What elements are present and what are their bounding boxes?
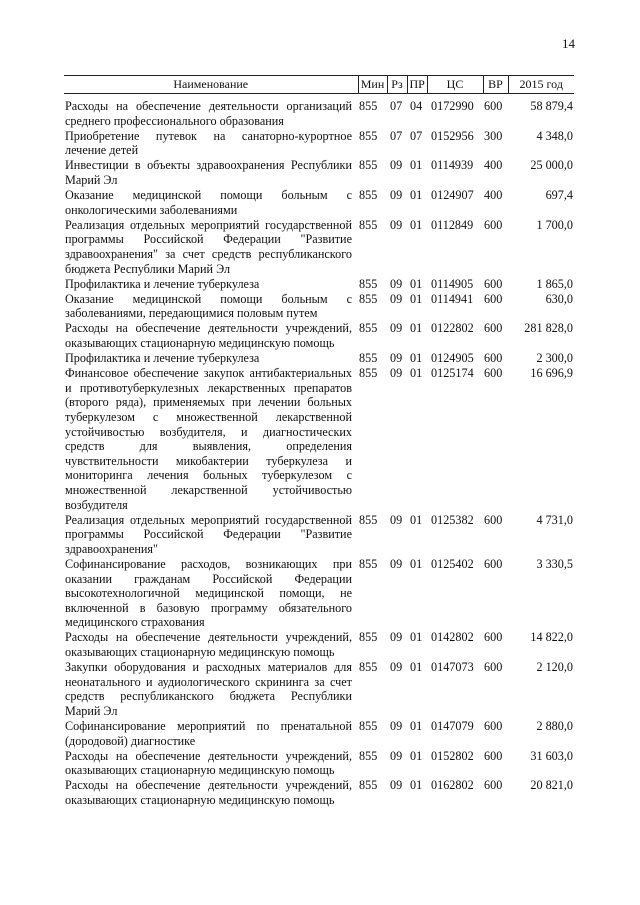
cell-vr: 600 bbox=[484, 778, 503, 793]
cell-rz: 09 bbox=[390, 630, 403, 645]
cell-pr: 01 bbox=[410, 512, 423, 527]
table-row bbox=[64, 718, 574, 748]
cell-rz: 09 bbox=[390, 660, 403, 675]
cell-vr: 600 bbox=[484, 718, 503, 733]
cell-min: 855 bbox=[359, 630, 378, 645]
cell-pr: 01 bbox=[410, 748, 423, 763]
table-row bbox=[64, 188, 574, 218]
cell-sum: 630,0 bbox=[545, 291, 573, 306]
cell-sum: 4 348,0 bbox=[536, 128, 573, 143]
cell-cs: 0162802 bbox=[431, 778, 474, 793]
cell-vr: 600 bbox=[484, 291, 503, 306]
cell-min: 855 bbox=[359, 718, 378, 733]
cell-pr: 01 bbox=[410, 158, 423, 173]
table-row bbox=[64, 276, 574, 291]
cell-vr: 600 bbox=[484, 366, 503, 381]
cell-min: 855 bbox=[359, 321, 378, 336]
cell-rz: 07 bbox=[390, 128, 403, 143]
table-row bbox=[64, 556, 574, 629]
cell-cs: 0114939 bbox=[431, 158, 474, 173]
cell-min: 855 bbox=[359, 99, 378, 113]
cell-rz: 09 bbox=[390, 366, 403, 381]
header-rz: Рз bbox=[387, 76, 407, 94]
cell-name: Профилактика и лечение туберкулеза bbox=[65, 351, 260, 366]
header-vr: ВР bbox=[483, 76, 508, 94]
cell-rz: 09 bbox=[390, 291, 403, 306]
cell-name: Закупки оборудования и расходных материалов для неонатального и аудиологического скрининга за счет средств республиканского бюджета Республики Марий Эл bbox=[65, 660, 352, 718]
cell-sum: 14 822,0 bbox=[530, 630, 573, 645]
page-number: 14 bbox=[562, 36, 575, 51]
cell-min: 855 bbox=[359, 512, 378, 527]
cell-vr: 600 bbox=[484, 276, 503, 291]
cell-pr: 01 bbox=[410, 366, 423, 381]
cell-min: 855 bbox=[359, 556, 378, 571]
cell-name: Реализация отдельных мероприятий государственной программы Российской Федерации "Развитие здравоохранения" bbox=[65, 512, 352, 556]
cell-pr: 01 bbox=[410, 778, 423, 793]
table-row bbox=[64, 321, 574, 351]
cell-vr: 400 bbox=[484, 188, 503, 203]
table-row bbox=[64, 128, 574, 158]
cell-vr: 400 bbox=[484, 158, 503, 173]
cell-min: 855 bbox=[359, 778, 378, 793]
cell-sum: 3 330,5 bbox=[536, 556, 573, 571]
cell-cs: 0125174 bbox=[431, 366, 474, 381]
cell-rz: 09 bbox=[390, 512, 403, 527]
cell-min: 855 bbox=[359, 217, 378, 232]
cell-min: 855 bbox=[359, 291, 378, 306]
cell-cs: 0147079 bbox=[431, 718, 474, 733]
cell-cs: 0142802 bbox=[431, 630, 474, 645]
table-row bbox=[64, 778, 574, 808]
cell-vr: 600 bbox=[484, 99, 503, 113]
cell-sum: 2 120,0 bbox=[536, 660, 573, 675]
cell-rz: 09 bbox=[390, 748, 403, 763]
table-row bbox=[64, 351, 574, 366]
cell-rz: 09 bbox=[390, 321, 403, 336]
cell-sum: 25 000,0 bbox=[530, 158, 573, 173]
cell-name: Расходы на обеспечение деятельности учреждений, оказывающих стационарную медицинскую помощь bbox=[65, 748, 352, 778]
cell-rz: 09 bbox=[390, 188, 403, 203]
cell-min: 855 bbox=[359, 366, 378, 381]
cell-min: 855 bbox=[359, 158, 378, 173]
cell-cs: 0125382 bbox=[431, 512, 474, 527]
table-row bbox=[64, 158, 574, 188]
table-row bbox=[64, 94, 574, 129]
cell-rz: 09 bbox=[390, 217, 403, 232]
budget-table bbox=[64, 75, 574, 808]
cell-name: Профилактика и лечение туберкулеза bbox=[65, 276, 260, 291]
cell-sum: 697,4 bbox=[545, 188, 573, 203]
cell-cs: 0152956 bbox=[431, 128, 474, 143]
cell-pr: 01 bbox=[410, 291, 423, 306]
cell-pr: 01 bbox=[410, 630, 423, 645]
cell-pr: 04 bbox=[410, 99, 423, 113]
cell-vr: 600 bbox=[484, 748, 503, 763]
cell-pr: 01 bbox=[410, 718, 423, 733]
cell-name: Реализация отдельных мероприятий государственной программы Российской Федерации "Развитие здравоохранения" за счет средств республиканского бюджета Республики Марий Эл bbox=[65, 217, 352, 276]
cell-name: Софинансирование расходов, возникающих при оказании гражданам Российской Федерации высокотехнологичной медицинской помощи, не включенной в базовую программу обязательного медицинского страхования bbox=[65, 556, 352, 630]
cell-rz: 09 bbox=[390, 351, 403, 366]
cell-pr: 01 bbox=[410, 188, 423, 203]
cell-cs: 0147073 bbox=[431, 660, 474, 675]
cell-pr: 01 bbox=[410, 217, 423, 232]
cell-rz: 09 bbox=[390, 276, 403, 291]
header-name: Наименование bbox=[64, 76, 358, 94]
header-cs: ЦС bbox=[427, 76, 483, 94]
table-row bbox=[64, 366, 574, 512]
cell-vr: 600 bbox=[484, 321, 503, 336]
cell-rz: 07 bbox=[390, 99, 403, 113]
cell-name: Расходы на обеспечение деятельности учреждений, оказывающих стационарную медицинскую помощь bbox=[65, 778, 352, 807]
cell-pr: 07 bbox=[410, 128, 423, 143]
header-pr: ПР bbox=[407, 76, 427, 94]
cell-name: Расходы на обеспечение деятельности учреждений, оказывающих стационарную медицинскую помощь bbox=[65, 321, 352, 350]
cell-rz: 09 bbox=[390, 158, 403, 173]
header-sum: 2015 год bbox=[508, 76, 574, 94]
cell-sum: 20 821,0 bbox=[530, 778, 573, 793]
cell-cs: 0114905 bbox=[431, 276, 474, 291]
cell-vr: 600 bbox=[484, 217, 503, 232]
cell-min: 855 bbox=[359, 276, 378, 291]
cell-vr: 600 bbox=[484, 351, 503, 366]
cell-name: Расходы на обеспечение деятельности учреждений, оказывающих стационарную медицинскую помощь bbox=[65, 630, 352, 659]
table-row bbox=[64, 748, 574, 778]
cell-rz: 09 bbox=[390, 718, 403, 733]
cell-sum: 1 700,0 bbox=[536, 217, 573, 232]
budget-table-container bbox=[64, 75, 574, 808]
cell-pr: 01 bbox=[410, 276, 423, 291]
cell-name: Инвестиции в объекты здравоохранения Республики Марий Эл bbox=[65, 158, 352, 187]
cell-sum: 2 880,0 bbox=[536, 718, 573, 733]
cell-pr: 01 bbox=[410, 660, 423, 675]
table-row bbox=[64, 630, 574, 660]
cell-cs: 0172990 bbox=[431, 99, 474, 113]
cell-min: 855 bbox=[359, 128, 378, 143]
cell-pr: 01 bbox=[410, 556, 423, 571]
cell-sum: 2 300,0 bbox=[536, 351, 573, 366]
cell-sum: 16 696,9 bbox=[530, 366, 573, 381]
table-row bbox=[64, 512, 574, 556]
cell-min: 855 bbox=[359, 351, 378, 366]
cell-rz: 09 bbox=[390, 556, 403, 571]
cell-min: 855 bbox=[359, 660, 378, 675]
cell-min: 855 bbox=[359, 748, 378, 763]
cell-pr: 01 bbox=[410, 351, 423, 366]
cell-cs: 0112849 bbox=[431, 217, 474, 232]
cell-cs: 0124905 bbox=[431, 351, 474, 366]
cell-cs: 0122802 bbox=[431, 321, 474, 336]
cell-pr: 01 bbox=[410, 321, 423, 336]
cell-cs: 0114941 bbox=[431, 291, 474, 306]
cell-cs: 0152802 bbox=[431, 748, 474, 763]
cell-sum: 1 865,0 bbox=[536, 276, 573, 291]
cell-cs: 0125402 bbox=[431, 556, 474, 571]
cell-vr: 300 bbox=[484, 128, 503, 143]
table-header bbox=[64, 76, 574, 94]
cell-name: Оказание медицинской помощи больным с онкологическими заболеваниями bbox=[65, 188, 352, 217]
table-body bbox=[64, 94, 574, 808]
header-row bbox=[64, 76, 574, 94]
cell-sum: 281 828,0 bbox=[524, 321, 573, 336]
cell-vr: 600 bbox=[484, 512, 503, 527]
cell-vr: 600 bbox=[484, 556, 503, 571]
cell-vr: 600 bbox=[484, 630, 503, 645]
cell-rz: 09 bbox=[390, 778, 403, 793]
cell-sum: 31 603,0 bbox=[530, 748, 573, 763]
cell-sum: 58 879,4 bbox=[530, 99, 573, 113]
cell-name: Расходы на обеспечение деятельности организаций среднего профессионального образования bbox=[65, 99, 352, 128]
cell-min: 855 bbox=[359, 188, 378, 203]
table-row bbox=[64, 291, 574, 321]
table-row bbox=[64, 217, 574, 276]
cell-sum: 4 731,0 bbox=[536, 512, 573, 527]
header-min: Мин bbox=[358, 76, 387, 94]
cell-name: Софинансирование мероприятий по пренатальной (дородовой) диагностике bbox=[65, 718, 352, 748]
cell-name: Оказание медицинской помощи больным с заболеваниями, передающимися половым путем bbox=[65, 291, 352, 321]
cell-vr: 600 bbox=[484, 660, 503, 675]
cell-cs: 0124907 bbox=[431, 188, 474, 203]
table-row bbox=[64, 660, 574, 719]
cell-name: Финансовое обеспечение закупок антибактериальных и противотуберкулезных лекарственных препаратов (второго ряда), применяемых при лечении больных туберкулезом с множественной лекарственной устойчивостью возбудителя, и диагностических средств для выявления, определения чувствительности микобактерии туберкулеза и мониторинга лечения больных туберкулезом с множественной лекарственной устойчивостью возбудителя bbox=[65, 366, 352, 512]
cell-name: Приобретение путевок на санаторно-курортное лечение детей bbox=[65, 128, 352, 158]
